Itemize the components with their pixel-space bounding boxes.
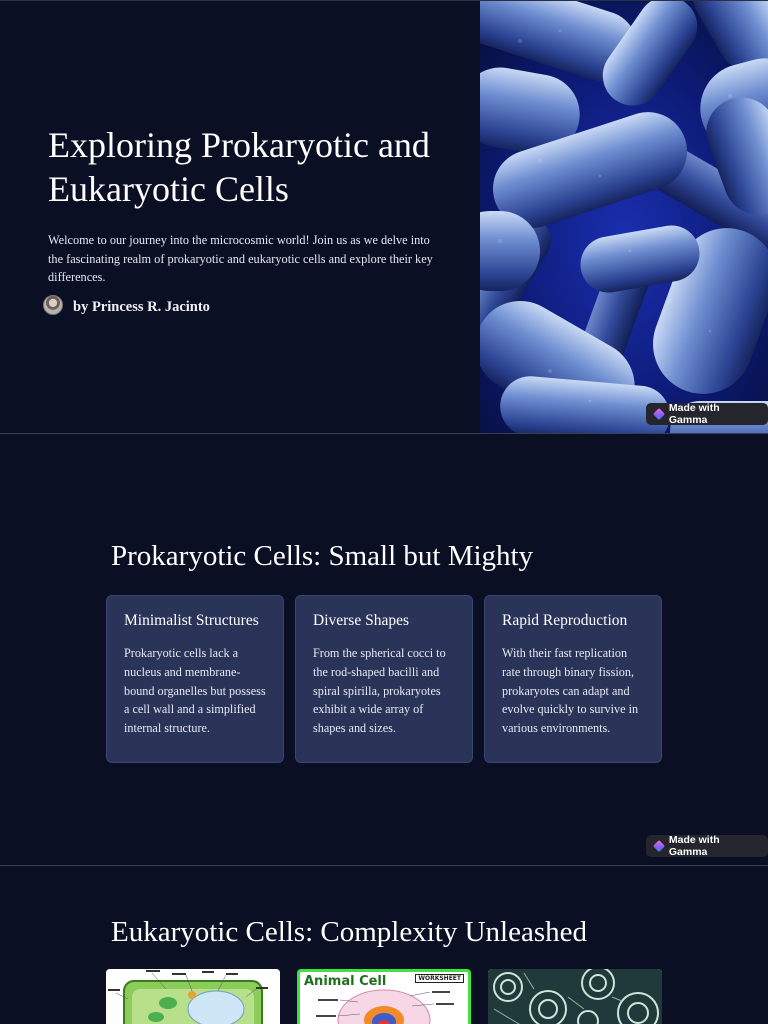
bacteria-image: [480, 1, 768, 433]
plant-cell-diagram-image: [106, 969, 280, 1024]
author-name: by Princess R. Jacinto: [73, 298, 210, 315]
hero-intro-text: Welcome to our journey into the microcosmic world! Join us as we delve into the fascinating realm of prokaryotic and eukaryotic cells and explore their key differences.: [48, 233, 433, 284]
eukaryotic-slide: [0, 865, 768, 1024]
section-title: Prokaryotic Cells: Small but Mighty: [111, 540, 534, 572]
section-title: Eukaryotic Cells: Complexity Unleashed: [111, 916, 587, 948]
card-text: From the spherical cocci to the rod-shaped bacilli and spiral spirilla, prokaryotes exhibit a wide array of shapes and sizes.: [313, 646, 446, 736]
badge-label: Made with Gamma: [668, 834, 720, 858]
author-line: [43, 293, 210, 317]
card-diverse-shapes: [295, 595, 473, 763]
hero-title: Exploring Prokaryotic and Eukaryotic Cells: [48, 125, 430, 209]
card-title: Minimalist Structures: [124, 612, 259, 629]
image-row: [106, 969, 662, 1024]
eukaryotic-micrograph-image: [488, 969, 662, 1024]
avatar: [43, 295, 63, 315]
made-with-gamma-badge[interactable]: [646, 403, 768, 425]
card-text: Prokaryotic cells lack a nucleus and membrane-bound organelles but possess a cell wall and a simplified internal structure.: [124, 646, 266, 736]
badge-label: Made with Gamma: [668, 402, 720, 426]
animal-cell-worksheet-image: [297, 969, 471, 1024]
card-minimalist-structures: [106, 595, 284, 763]
card-title: Rapid Reproduction: [502, 612, 628, 629]
made-with-gamma-badge[interactable]: [646, 835, 768, 857]
thumb-title: Animal Cell: [304, 974, 387, 989]
title-slide: [0, 0, 768, 433]
worksheet-badge: WORKSHEET: [415, 974, 464, 983]
card-row: [106, 595, 662, 763]
prokaryotic-slide: [0, 433, 768, 865]
card-rapid-reproduction: [484, 595, 662, 763]
card-title: Diverse Shapes: [313, 612, 409, 629]
gamma-logo-icon: [653, 840, 665, 852]
card-text: With their fast replication rate through binary fission, prokaryotes can adapt and evolve quickly to survive in various environments.: [502, 646, 639, 736]
gamma-logo-icon: [653, 408, 665, 420]
